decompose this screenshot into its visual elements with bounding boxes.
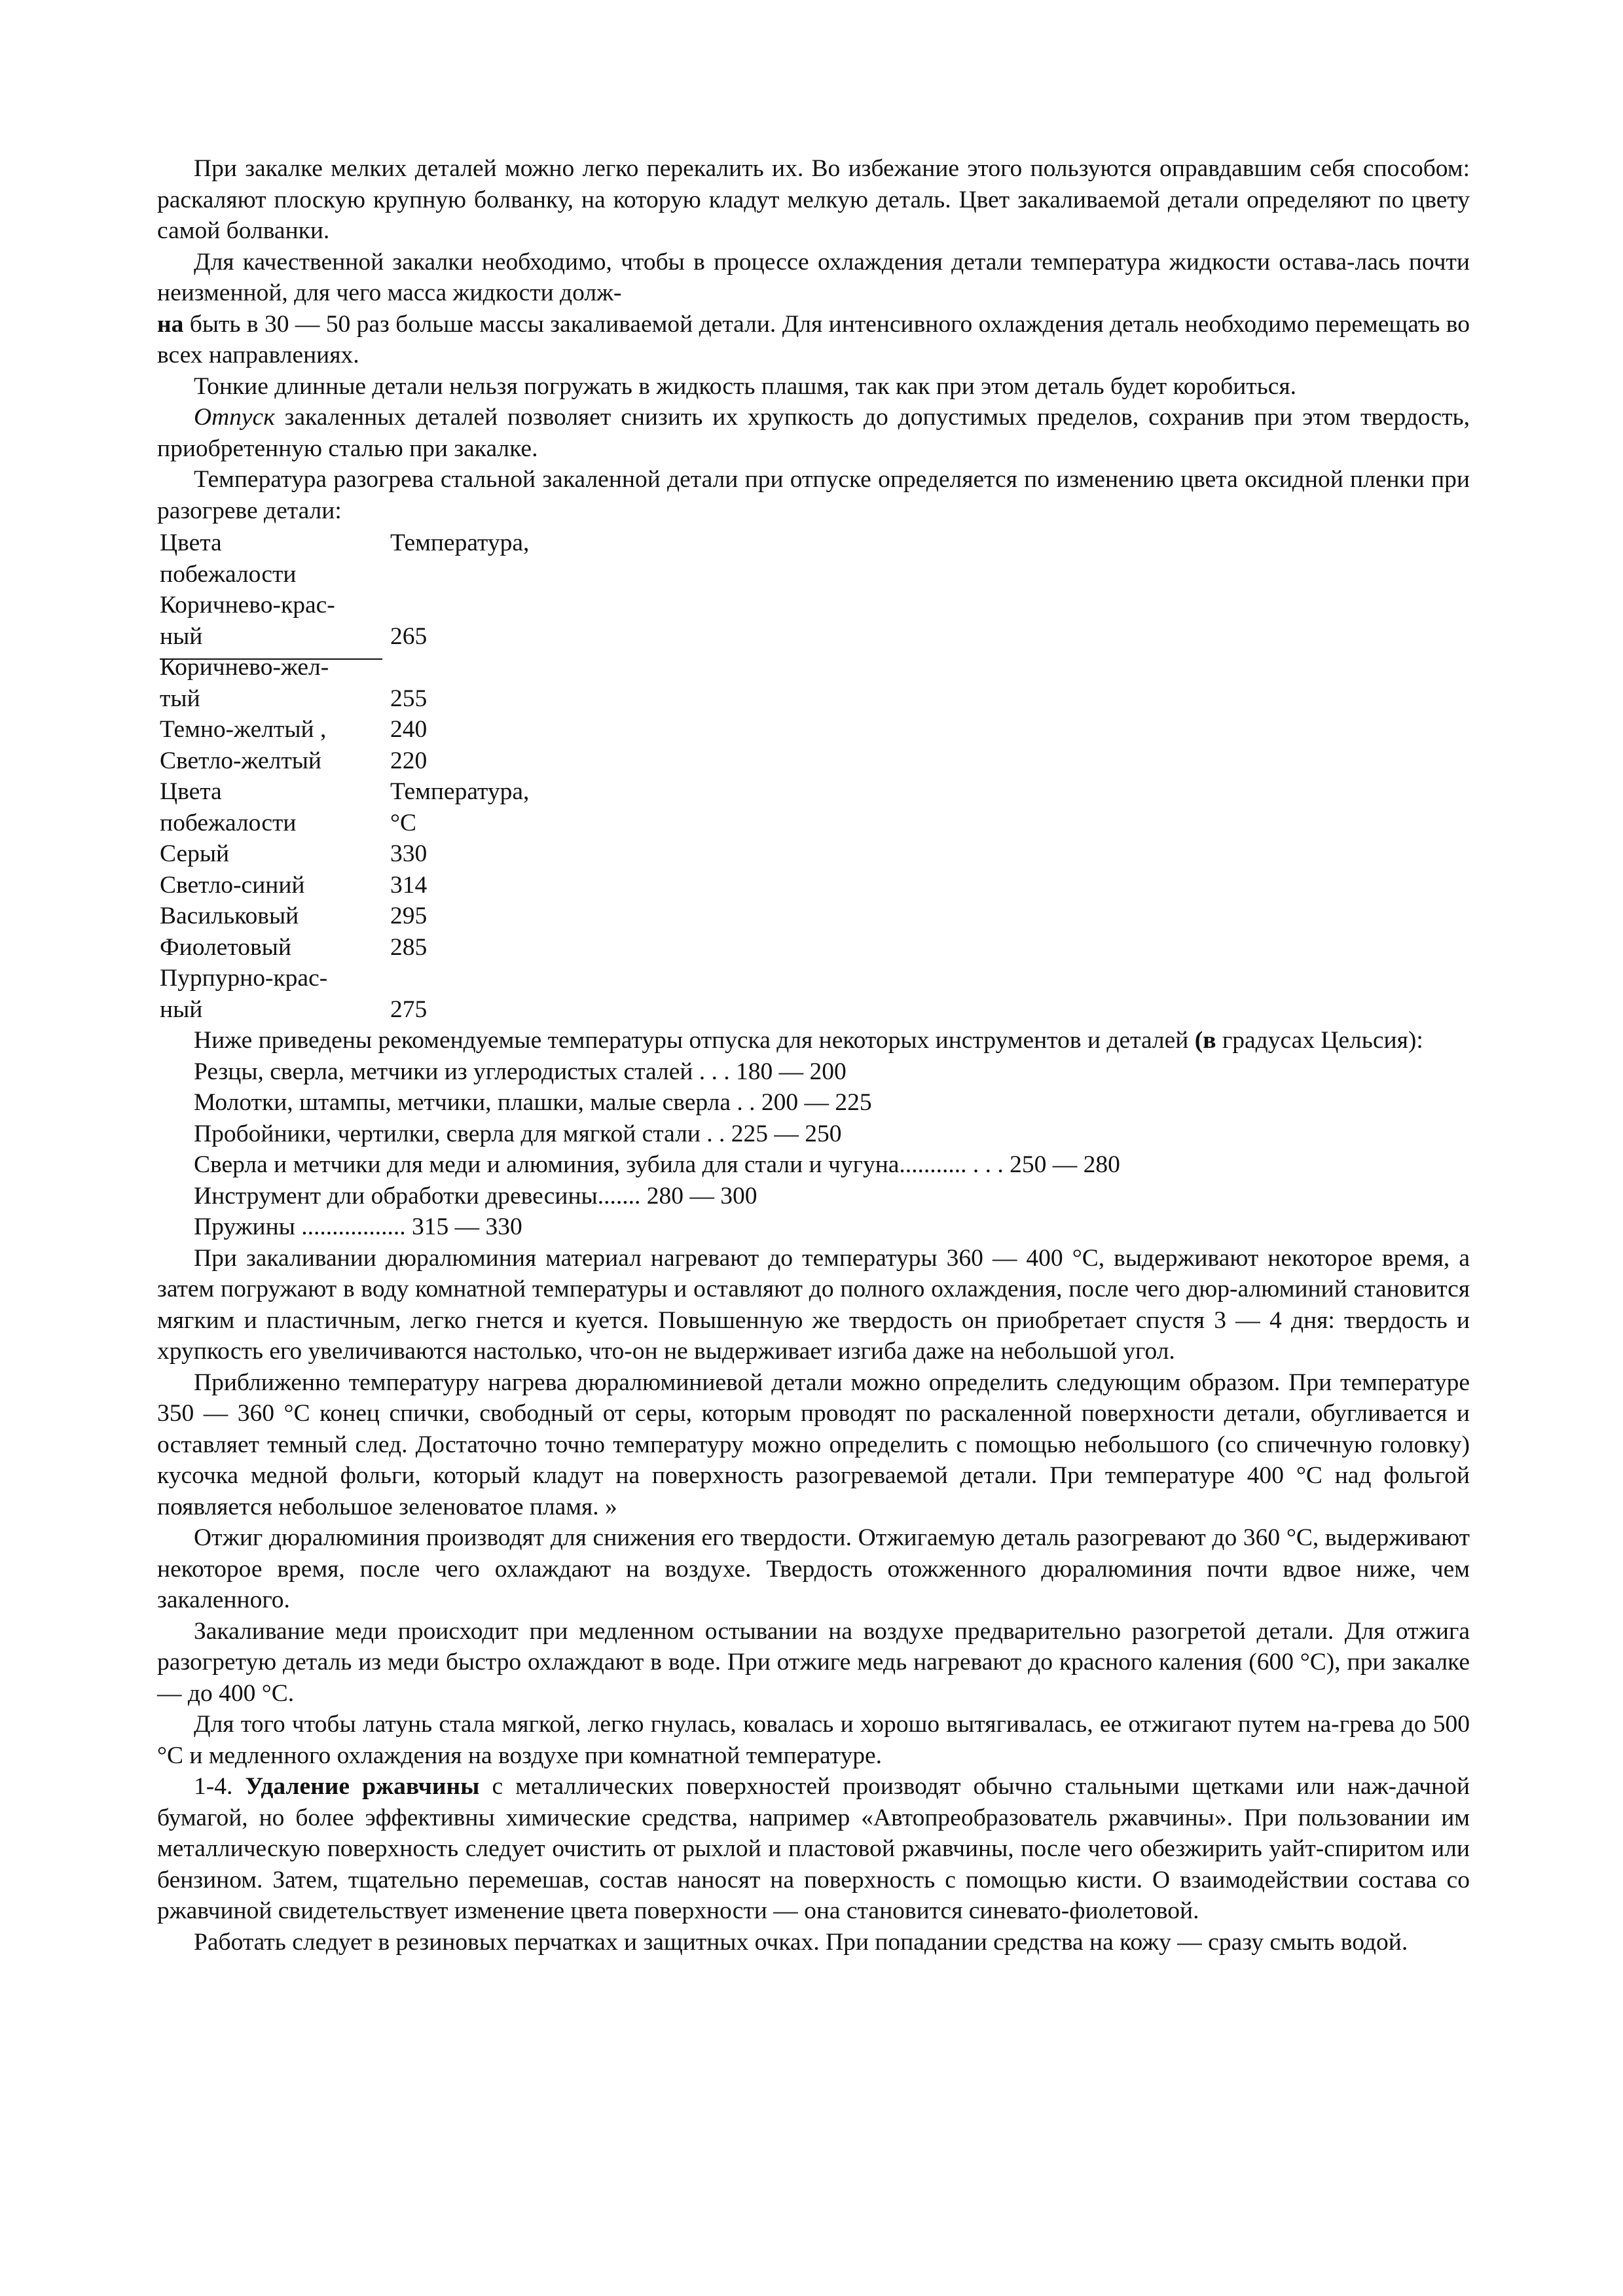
paragraph-text: Ниже приведены рекомендуемые температуры отпуска для некоторых инструментов и деталей xyxy=(194,1027,1195,1054)
temperature-cell: 220 xyxy=(390,747,428,774)
paragraph: Для качественной закалки необходимо, чтобы в процессе охлаждения детали температура жидкости остава-лась почти неизменной, для чего масса жидкости долж- xyxy=(157,248,1470,306)
italic-term: Отпуск xyxy=(194,404,275,431)
color-cell: Цвета xyxy=(160,529,222,556)
tool-line: Резцы, сверла, метчики из углеродистых сталей . . . 180 — 200 xyxy=(194,1058,847,1085)
paragraph-text: градусах Цельсия): xyxy=(1216,1027,1423,1054)
paragraph-text: с металлических поверхностей производят обычно стальными щетками или наж-дачной бумагой, но более эффективны химические средства, например «Автопреобразователь ржавчины». При пользовании им металлическую поверхность следует очистить от рыхлой и пластовой ржавчины, после чего обезжирить уайт-спиритом или бензином. Затем, тщательно перемешав, состав наносят на поверхность с помощью кисти. О взаимодействии состава со ржавчиной свидетельствует изменение цвета поверхности — она становится синевато-фиолетовой. xyxy=(157,1773,1470,1924)
temperature-cell: 275 xyxy=(390,996,428,1023)
tool-line: Молотки, штампы, метчики, плашки, малые сверла . . 200 — 225 xyxy=(194,1089,872,1116)
top-section xyxy=(157,153,1470,526)
bold-fragment: (в xyxy=(1194,1027,1216,1054)
temperature-cell: 295 xyxy=(390,903,428,929)
temperature-cell: 314 xyxy=(390,871,428,899)
color-cell: ный xyxy=(160,996,203,1023)
color-cell: Коричнево-жел- xyxy=(160,654,329,681)
bold-fragment: на xyxy=(157,310,184,338)
paragraph xyxy=(157,1025,1470,1056)
color-cell: Фиолетовый xyxy=(160,933,291,961)
color-cell: побежалости xyxy=(160,809,297,836)
table-divider-line xyxy=(160,658,382,660)
color-cell: Серый xyxy=(160,840,230,867)
tool-line: Пружины ................. 315 — 330 xyxy=(194,1213,522,1240)
temperature-cell: Температура, xyxy=(390,778,530,805)
paragraph: Отжиг дюралюминия производят для снижения его твердости. Отжигаемую деталь разогревают до 360 °С, выдерживают некоторое время, после чего охлаждают на воздухе. Твердость отожженного дюралюминия почти вдвое ниже, чем закаленного. xyxy=(157,1524,1470,1613)
paragraph xyxy=(157,402,1470,464)
temperature-cell: Температура, xyxy=(390,529,530,556)
paragraph: Температура разогрева стальной закаленной детали при отпуске определяется по изменению цвета оксидной пленки при разогреве детали: xyxy=(157,466,1470,524)
paragraph: При закалке мелких деталей можно легко перекалить их. Во избежание этого пользуются оправдавшим себя способом: раскаляют плоскую крупную болванку, на которую кладут мелкую деталь. Цвет закаливаемой детали определяют по цвету самой болванки. xyxy=(157,155,1470,244)
temperature-cell: °С xyxy=(390,809,417,836)
color-cell: Светло-желтый xyxy=(160,747,321,774)
color-cell: Коричнево-крас- xyxy=(160,592,335,619)
color-cell: побежалости xyxy=(160,560,297,588)
bottom-section xyxy=(157,1025,1470,1958)
color-cell: ный xyxy=(160,622,203,650)
color-cell: Светло-синий xyxy=(160,871,305,899)
paragraph: Тонкие длинные детали нельзя погружать в жидкость плашмя, так как при этом деталь будет коробиться. xyxy=(194,372,1297,400)
paragraph-text: закаленных деталей позволяет снизить их хрупкость до допустимых пределов, сохранив при этом твердость, приобретенную сталью при закалке. xyxy=(157,404,1470,462)
color-cell: Пурпурно-крас- xyxy=(160,965,328,992)
temperature-cell: 285 xyxy=(390,933,428,961)
color-cell: Темно-желтый , xyxy=(160,716,327,743)
paragraph xyxy=(157,1771,1470,1927)
color-cell: тый xyxy=(160,685,200,712)
tool-line: Пробойники, чертилки, сверла для мягкой стали . . 225 — 250 xyxy=(194,1120,842,1147)
paragraph: Для того чтобы латунь стала мягкой, легко гнулась, ковалась и хорошо вытягивалась, ее отжигают путем на-грева до 500 °С и медленного охлаждения на воздухе при комнатной температуре. xyxy=(157,1711,1470,1769)
temperature-cell: 265 xyxy=(390,622,428,650)
color-cell: Васильковый xyxy=(160,903,299,929)
tool-line: Инструмент дли обработки древесины....... 280 — 300 xyxy=(194,1182,757,1210)
tool-line: Сверла и метчики для меди и алюминия, зубила для стали и чугуна........... . . . 250 — 280 xyxy=(194,1151,1120,1178)
paragraph xyxy=(157,309,1470,371)
paragraph: Закаливание меди происходит при медленном остывании на воздухе предварительно разогретой детали. Для отжига разогретую деталь из меди быстро охлаждают в воде. При отжиге медь нагревают до красного каления (600 °С), при закалке — до 400 °С. xyxy=(157,1617,1470,1707)
paragraph: Работать следует в резиновых перчатках и защитных очках. При попадании средства на кожу — сразу смыть водой. xyxy=(194,1928,1408,1956)
paragraph: Приближенно температуру нагрева дюралюминиевой детали можно определить следующим образом. При температуре 350 — 360 °С конец спички, свободный от серы, которым проводят по раскаленной поверхности детали, обугливается и оставляет темный след. Достаточно точно температуру можно определить с помощью небольшого (со спичечную головку) кусочка медной фольги, который кладут на поверхность разогреваемой детали. При температуре 400 °С над фольгой появляется небольшое зеленоватое пламя. » xyxy=(157,1369,1470,1520)
color-cell: Цвета xyxy=(160,778,222,805)
temperature-cell: 330 xyxy=(390,840,428,867)
temperature-cell: 255 xyxy=(390,685,428,712)
paragraph: При закаливании дюралюминия материал нагревают до температуры 360 — 400 °С, выдерживают некоторое время, а затем погружают в воду комнатной температуры и оставляют до полного охлаждения, после чего дюр-алюминий становится мягким и пластичным, легко гнется и куется. Повышенную же твердость он приобретает спустя 3 — 4 дня: твердость и хрупкость его увеличиваются настолько, что-он не выдерживает изгиба даже на небольшой угол. xyxy=(157,1244,1470,1365)
section-heading: Удаление ржавчины xyxy=(245,1773,480,1800)
paragraph-text: быть в 30 — 50 раз больше массы закаливаемой детали. Для интенсивного охлаждения деталь необходимо перемещать во всех направлениях. xyxy=(157,310,1470,368)
temperature-cell: 240 xyxy=(390,716,428,743)
section-number: 1-4. xyxy=(194,1773,246,1800)
